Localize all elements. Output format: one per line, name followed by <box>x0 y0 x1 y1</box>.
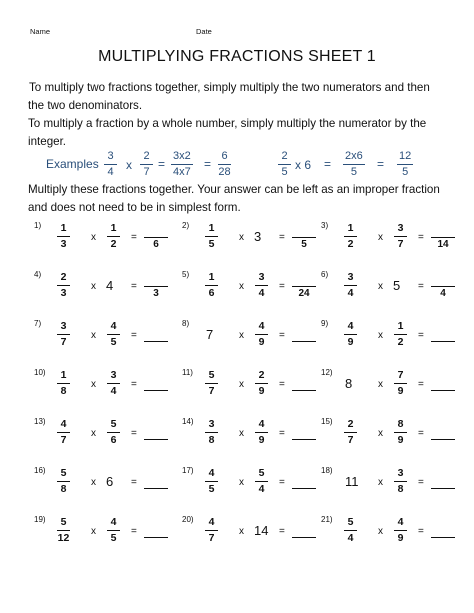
first-fraction <box>205 419 218 445</box>
answer-blank[interactable] <box>144 390 168 391</box>
numerator: 1 <box>344 223 357 237</box>
numerator: 1 <box>107 223 120 237</box>
question-number: 5) <box>182 270 190 279</box>
answer-denominator: 14 <box>437 239 449 250</box>
denominator: 5 <box>350 166 357 178</box>
numerator: 6 <box>218 151 231 165</box>
question-5 <box>182 268 327 308</box>
denominator: 7 <box>397 237 404 250</box>
numerator: 2x6 <box>343 151 365 165</box>
equals-sign: = <box>131 428 137 439</box>
first-whole-number: 11 <box>345 474 359 489</box>
intro-line-4: integer. <box>28 135 67 148</box>
question-number: 20) <box>182 515 194 524</box>
second-whole-number: 6 <box>106 474 114 489</box>
question-17 <box>182 464 327 504</box>
first-fraction <box>57 370 70 396</box>
first-fraction <box>57 419 70 445</box>
second-whole-number: 4 <box>106 278 114 293</box>
denominator: 5 <box>208 237 215 250</box>
denominator: 4x7 <box>173 166 191 178</box>
numerator: 2 <box>344 419 357 433</box>
numerator: 4 <box>107 321 120 335</box>
denominator: 9 <box>397 384 404 397</box>
denominator: 6 <box>208 286 215 299</box>
answer-fraction-blank[interactable] <box>292 275 316 299</box>
question-8 <box>182 317 327 357</box>
answer-blank[interactable] <box>292 537 316 538</box>
numerator: 5 <box>255 468 268 482</box>
numerator: 4 <box>255 419 268 433</box>
numerator: 3 <box>104 151 117 165</box>
numerator: 3 <box>344 272 357 286</box>
denominator: 3 <box>60 237 67 250</box>
answer-blank[interactable] <box>144 439 168 440</box>
equals-sign: = <box>131 526 137 537</box>
question-number: 13) <box>34 417 46 426</box>
denominator: 7 <box>347 433 354 446</box>
numerator: 8 <box>394 419 407 433</box>
denominator: 7 <box>208 531 215 544</box>
numerator: 4 <box>57 419 70 433</box>
question-number: 6) <box>321 270 329 279</box>
question-number: 11) <box>182 368 193 377</box>
denominator: 28 <box>218 166 231 178</box>
answer-fraction-blank[interactable] <box>431 226 455 250</box>
question-number: 4) <box>34 270 42 279</box>
equals-sign: = <box>279 281 285 292</box>
question-9 <box>321 317 466 357</box>
intro-line-1: To multiply two fractions together, simply multiply the two numerators and then <box>29 81 430 94</box>
numerator: 3 <box>255 272 268 286</box>
numerator: 5 <box>344 517 357 531</box>
equals-sign: = <box>279 232 285 243</box>
first-whole-number: 8 <box>345 376 353 391</box>
answer-blank[interactable] <box>144 488 168 489</box>
equals-sign: = <box>418 330 424 341</box>
numerator: 4 <box>205 517 218 531</box>
answer-numerator-blank[interactable] <box>292 275 316 287</box>
numerator: 2 <box>278 151 291 165</box>
second-fraction <box>107 419 120 445</box>
first-fraction <box>57 223 70 249</box>
equals-sign: = <box>279 526 285 537</box>
numerator: 12 <box>397 151 413 165</box>
answer-blank[interactable] <box>292 390 316 391</box>
denominator: 5 <box>110 335 117 348</box>
question-number: 16) <box>34 466 46 475</box>
second-fraction <box>107 517 120 543</box>
denominator: 8 <box>60 482 67 495</box>
denominator: 8 <box>208 433 215 446</box>
answer-blank[interactable] <box>431 341 455 342</box>
numerator: 1 <box>394 321 407 335</box>
times-sign: x <box>378 379 383 390</box>
answer-fraction-blank[interactable] <box>431 275 455 299</box>
question-10 <box>34 366 179 406</box>
first-fraction <box>205 223 218 249</box>
numerator: 5 <box>57 517 70 531</box>
times-sign: x <box>91 232 96 243</box>
times-sign: x <box>378 281 383 292</box>
denominator: 4 <box>258 286 265 299</box>
second-fraction <box>255 419 268 445</box>
equals-sign: = <box>418 526 424 537</box>
question-number: 18) <box>321 466 333 475</box>
numerator: 5 <box>205 370 218 384</box>
example-2-result <box>397 151 413 178</box>
question-16 <box>34 464 179 504</box>
question-13 <box>34 415 179 455</box>
answer-blank[interactable] <box>144 341 168 342</box>
times-sign: x <box>91 526 96 537</box>
question-number: 12) <box>321 368 333 377</box>
numerator: 3 <box>107 370 120 384</box>
answer-denominator: 6 <box>153 239 159 250</box>
equals-sign: = <box>418 232 424 243</box>
question-6 <box>321 268 466 308</box>
answer-denominator: 24 <box>298 288 310 299</box>
equals-sign: = <box>324 157 332 171</box>
times-sign: x <box>378 232 383 243</box>
name-label: Name <box>30 27 51 36</box>
instructions-line-2: and does not need to be in simplest form. <box>28 201 241 214</box>
denominator: 9 <box>258 433 265 446</box>
denominator: 8 <box>60 384 67 397</box>
second-fraction <box>255 370 268 396</box>
question-12 <box>321 366 466 406</box>
first-fraction <box>205 272 218 298</box>
denominator: 5 <box>110 531 117 544</box>
times-sign: x <box>91 379 96 390</box>
times-sign: x <box>126 158 132 172</box>
answer-blank[interactable] <box>431 439 455 440</box>
equals-sign: = <box>418 428 424 439</box>
denominator: 4 <box>347 531 354 544</box>
first-fraction <box>344 419 357 445</box>
question-number: 1) <box>34 221 42 230</box>
question-number: 7) <box>34 319 42 328</box>
first-fraction <box>205 370 218 396</box>
first-fraction <box>205 468 218 494</box>
page-title: MULTIPLYING FRACTIONS SHEET 1 <box>98 48 376 65</box>
question-7 <box>34 317 179 357</box>
numerator: 2 <box>57 272 70 286</box>
times-sign: x <box>91 428 96 439</box>
numerator: 4 <box>107 517 120 531</box>
denominator: 3 <box>60 286 67 299</box>
answer-numerator-blank[interactable] <box>431 275 455 287</box>
second-fraction <box>394 468 407 494</box>
question-2 <box>182 219 327 259</box>
denominator: 9 <box>397 433 404 446</box>
equals-sign: = <box>418 477 424 488</box>
numerator: 5 <box>57 468 70 482</box>
equals-sign: = <box>131 379 137 390</box>
example-1-fraction-a <box>104 151 117 178</box>
instructions-line-1: Multiply these fractions together. Your answer can be left as an improper fraction <box>28 183 440 196</box>
times-sign: x <box>378 526 383 537</box>
first-fraction <box>57 272 70 298</box>
answer-blank[interactable] <box>431 488 455 489</box>
denominator: 12 <box>57 531 70 544</box>
numerator: 1 <box>57 223 70 237</box>
times-sign: x <box>239 232 244 243</box>
answer-denominator: 5 <box>301 239 307 250</box>
times-sign: x <box>239 281 244 292</box>
example-1-result <box>218 151 231 178</box>
numerator: 2 <box>255 370 268 384</box>
times-sign: x <box>239 477 244 488</box>
answer-blank[interactable] <box>292 341 316 342</box>
second-fraction <box>394 517 407 543</box>
denominator: 4 <box>107 166 114 178</box>
times-sign: x <box>91 477 96 488</box>
second-fraction <box>394 419 407 445</box>
first-fraction <box>57 468 70 494</box>
answer-blank[interactable] <box>431 390 455 391</box>
equals-sign: = <box>418 281 424 292</box>
first-fraction <box>344 272 357 298</box>
answer-fraction-blank[interactable] <box>144 275 168 299</box>
second-fraction <box>394 223 407 249</box>
denominator: 7 <box>60 335 67 348</box>
denominator: 6 <box>110 433 117 446</box>
question-number: 10) <box>34 368 46 377</box>
question-number: 14) <box>182 417 194 426</box>
second-fraction <box>394 370 407 396</box>
question-number: 17) <box>182 466 194 475</box>
answer-denominator: 3 <box>153 288 159 299</box>
second-whole-number: 3 <box>254 229 262 244</box>
denominator: 9 <box>258 335 265 348</box>
denominator: 7 <box>143 166 150 178</box>
second-fraction <box>255 272 268 298</box>
first-fraction <box>344 517 357 543</box>
numerator: 4 <box>205 468 218 482</box>
first-fraction <box>205 517 218 543</box>
numerator: 4 <box>344 321 357 335</box>
denominator: 7 <box>208 384 215 397</box>
second-whole-number: 14 <box>254 523 269 538</box>
question-1 <box>34 219 179 259</box>
second-fraction <box>107 223 120 249</box>
example-2-working <box>343 151 365 178</box>
equals-sign: = <box>131 281 137 292</box>
numerator: 1 <box>205 223 218 237</box>
answer-blank[interactable] <box>144 537 168 538</box>
question-number: 2) <box>182 221 190 230</box>
denominator: 8 <box>397 482 404 495</box>
equals-sign: = <box>279 477 285 488</box>
second-fraction <box>107 321 120 347</box>
second-fraction <box>255 468 268 494</box>
question-20 <box>182 513 327 553</box>
equals-sign: = <box>158 157 166 171</box>
second-whole-number: 5 <box>393 278 401 293</box>
times-sign: x <box>378 428 383 439</box>
second-fraction <box>255 321 268 347</box>
question-number: 19) <box>34 515 46 524</box>
times-sign: x <box>239 330 244 341</box>
question-number: 9) <box>321 319 329 328</box>
question-11 <box>182 366 327 406</box>
intro-line-3: To multiply a fraction by a whole number, simply multiply the numerator by the <box>28 117 427 130</box>
denominator: 5 <box>402 166 409 178</box>
question-number: 15) <box>321 417 333 426</box>
examples-label: Examples <box>46 157 99 171</box>
example-1-fraction-b <box>140 151 153 178</box>
question-number: 8) <box>182 319 190 328</box>
equals-sign: = <box>418 379 424 390</box>
numerator: 2 <box>140 151 153 165</box>
example-1-working <box>171 151 193 178</box>
first-whole-number: 7 <box>206 327 214 342</box>
denominator: 4 <box>258 482 265 495</box>
answer-numerator-blank[interactable] <box>144 226 168 238</box>
numerator: 3x2 <box>171 151 193 165</box>
question-19 <box>34 513 179 553</box>
numerator: 1 <box>205 272 218 286</box>
numerator: 3 <box>57 321 70 335</box>
equals-sign: = <box>279 428 285 439</box>
question-21 <box>321 513 466 553</box>
denominator: 5 <box>208 482 215 495</box>
answer-blank[interactable] <box>292 439 316 440</box>
denominator: 2 <box>347 237 354 250</box>
denominator: 4 <box>347 286 354 299</box>
numerator: 7 <box>394 370 407 384</box>
equals-sign: = <box>279 330 285 341</box>
answer-fraction-blank[interactable] <box>292 226 316 250</box>
numerator: 4 <box>394 517 407 531</box>
second-fraction <box>394 321 407 347</box>
first-fraction <box>57 517 70 543</box>
question-4 <box>34 268 179 308</box>
question-number: 3) <box>321 221 329 230</box>
denominator: 9 <box>347 335 354 348</box>
date-label: Date <box>196 27 212 36</box>
times-sign: x <box>378 477 383 488</box>
first-fraction <box>344 321 357 347</box>
times-sign: x <box>239 526 244 537</box>
answer-blank[interactable] <box>431 537 455 538</box>
denominator: 2 <box>397 335 404 348</box>
numerator: 3 <box>394 468 407 482</box>
times-sign: x <box>91 330 96 341</box>
equals-sign: = <box>131 330 137 341</box>
example-2-fraction-a <box>278 151 291 178</box>
first-fraction <box>344 223 357 249</box>
numerator: 3 <box>394 223 407 237</box>
answer-numerator-blank[interactable] <box>431 226 455 238</box>
answer-numerator-blank[interactable] <box>292 226 316 238</box>
times-sign: x <box>378 330 383 341</box>
second-fraction <box>107 370 120 396</box>
equals-sign: = <box>131 477 137 488</box>
denominator: 9 <box>258 384 265 397</box>
numerator: 3 <box>205 419 218 433</box>
times-sign: x <box>91 281 96 292</box>
denominator: 5 <box>281 166 288 178</box>
equals-sign: = <box>131 232 137 243</box>
numerator: 4 <box>255 321 268 335</box>
answer-fraction-blank[interactable] <box>144 226 168 250</box>
equals-sign: = <box>279 379 285 390</box>
numerator: 5 <box>107 419 120 433</box>
question-15 <box>321 415 466 455</box>
times-sign: x <box>239 428 244 439</box>
answer-blank[interactable] <box>292 488 316 489</box>
times-whole: x 6 <box>295 158 312 172</box>
first-fraction <box>57 321 70 347</box>
intro-line-2: the two denominators. <box>28 99 143 112</box>
answer-denominator: 4 <box>440 288 446 299</box>
question-18 <box>321 464 466 504</box>
numerator: 1 <box>57 370 70 384</box>
question-3 <box>321 219 466 259</box>
question-number: 21) <box>321 515 333 524</box>
denominator: 4 <box>110 384 117 397</box>
denominator: 9 <box>397 531 404 544</box>
equals-sign: = <box>377 157 385 171</box>
times-sign: x <box>239 379 244 390</box>
equals-sign: = <box>204 157 212 171</box>
denominator: 2 <box>110 237 117 250</box>
denominator: 7 <box>60 433 67 446</box>
answer-numerator-blank[interactable] <box>144 275 168 287</box>
question-14 <box>182 415 327 455</box>
